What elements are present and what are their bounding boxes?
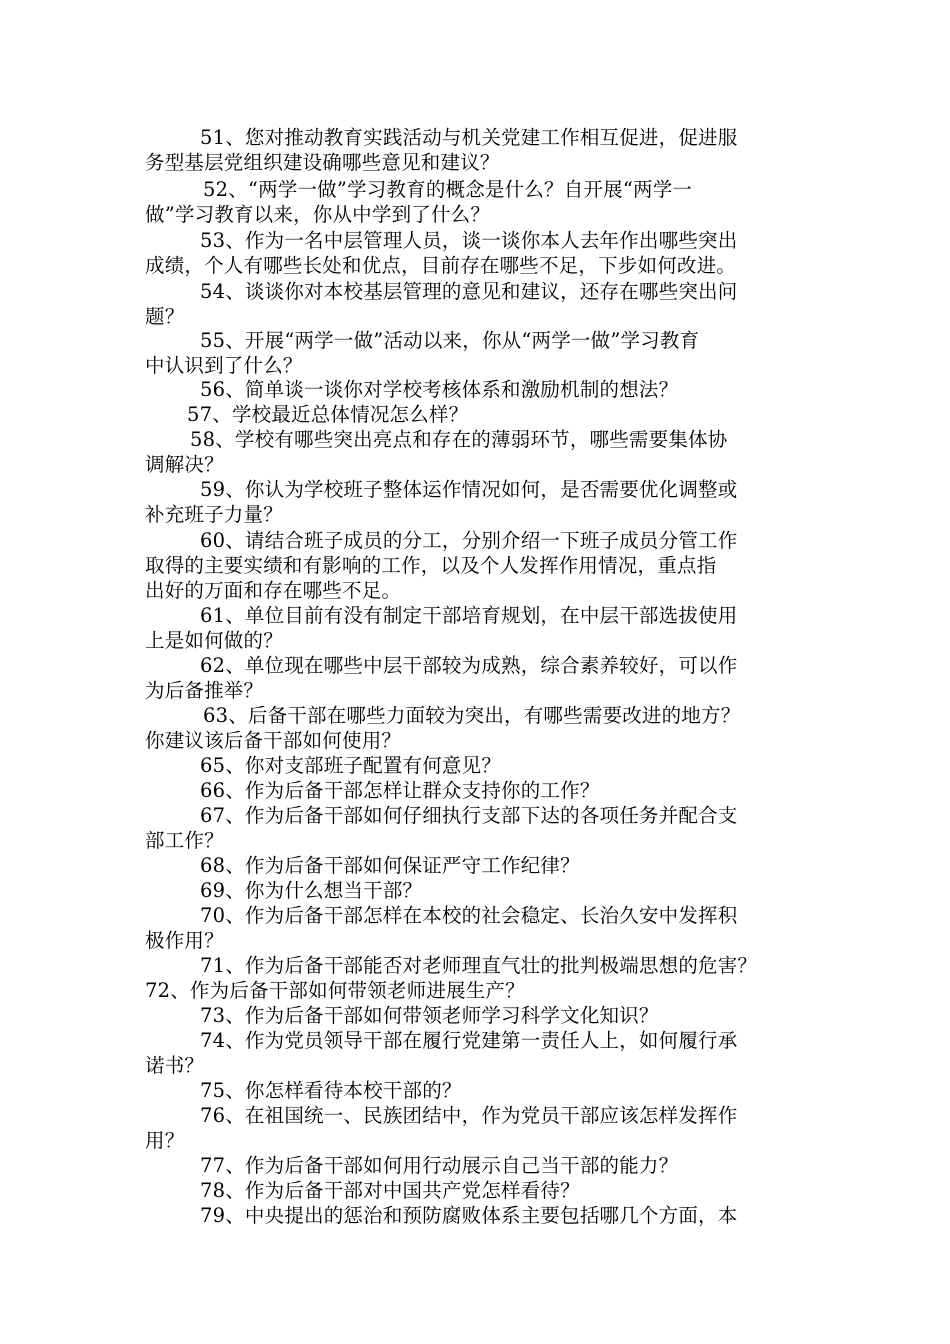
text-line: 65、你对支部班子配置有何意见？ [200, 754, 502, 777]
text-line: 题？ [145, 305, 185, 328]
text-line: 63、后备干部在哪些力面较为突出，有哪些需要改进的地方？ [203, 704, 741, 727]
text-line: 69、你为什么想当干部？ [200, 879, 423, 902]
text-line: 为后备推举？ [145, 679, 264, 702]
text-line: 70、作为后备干部怎样在本校的社会稳定、长治久安中发挥积 [200, 904, 738, 927]
text-line: 出好的万面和存在哪些不足。 [145, 579, 402, 602]
text-line: 75、你怎样看待本校干部的？ [200, 1079, 462, 1102]
text-line: 67、作为后备干部如何仔细执行支部下达的各项任务并配合支 [200, 804, 738, 827]
text-line: 51、您对推动教育实践活动与机关党建工作相互促进，促进服 [200, 126, 738, 149]
text-line: 79、中央提出的惩治和预防腐败体系主要包括哪几个方面，本 [200, 1204, 738, 1227]
text-line: 68、作为后备干部如何保证严守工作纪律？ [200, 854, 580, 877]
text-line: 57、学校最近总体情况怎么样？ [187, 403, 469, 426]
text-line: 用？ [145, 1129, 185, 1152]
text-line: 52、“两学一做”学习教育的概念是什么？自开展“两学一 [203, 178, 693, 201]
text-line: 53、作为一名中层管理人员，谈一谈你本人去年作出哪些突出 [200, 229, 738, 252]
text-line: 54、谈谈你对本校基层管理的意见和建议，还存在哪些突出问 [200, 280, 738, 303]
text-line: 调解决？ [145, 453, 224, 476]
text-line: 你建议该后备干部如何使用？ [145, 729, 402, 752]
text-line: 部工作？ [145, 829, 224, 852]
text-line: 成绩，个人有哪些长处和优点，目前存在哪些不足，下步如何改进。 [145, 254, 737, 277]
text-line: 58、学校有哪些突出亮点和存在的薄弱环节，哪些需要集体协 [190, 428, 728, 451]
text-line: 60、请结合班子成员的分工，分别介绍一下班子成员分管工作 [200, 529, 738, 552]
text-line: 极作用？ [145, 929, 224, 952]
text-line: 78、作为后备干部对中国共产党怎样看待？ [200, 1179, 580, 1202]
text-line: 补充班子力量？ [145, 503, 283, 526]
text-line: 取得的主要实绩和有影响的工作，以及个人发挥作用情况，重点指 [145, 554, 717, 577]
text-line: 76、在祖国统一、民族团结中，作为党员干部应该怎样发挥作 [200, 1104, 738, 1127]
text-line: 55、开展“两学一做”活动以来，你从“两学一做”学习教育 [200, 329, 700, 352]
text-line: 做”学习教育以来，你从中学到了什么？ [145, 203, 491, 226]
text-line: 74、作为党员领导干部在履行党建第一责任人上，如何履行承 [200, 1029, 738, 1052]
text-line: 中认识到了什么？ [145, 354, 303, 377]
text-line: 诺书？ [145, 1054, 205, 1077]
text-line: 66、作为后备干部怎样让群众支持你的工作？ [200, 779, 600, 802]
text-line: 61、单位目前有没有制定干部培育规划，在中层干部选拔使用 [200, 604, 738, 627]
text-line: 77、作为后备干部如何用行动展示自己当干部的能力？ [200, 1154, 679, 1177]
text-line: 72、作为后备干部如何带领老师进展生产？ [145, 979, 525, 1002]
text-line: 62、单位现在哪些中层干部较为成熟，综合素养较好，可以作 [200, 654, 738, 677]
text-line: 务型基层党组织建设确哪些意见和建议？ [145, 151, 500, 174]
text-line: 上是如何做的？ [145, 629, 283, 652]
text-line: 71、作为后备干部能否对老师理直气壮的批判极端思想的危害？ [200, 954, 758, 977]
text-line: 73、作为后备干部如何带领老师学习科学文化知识？ [200, 1004, 659, 1027]
text-line: 56、简单谈一谈你对学校考核体系和激励机制的想法？ [200, 378, 679, 401]
text-line: 59、你认为学校班子整体运作情况如何，是否需要优化调整或 [200, 478, 738, 501]
